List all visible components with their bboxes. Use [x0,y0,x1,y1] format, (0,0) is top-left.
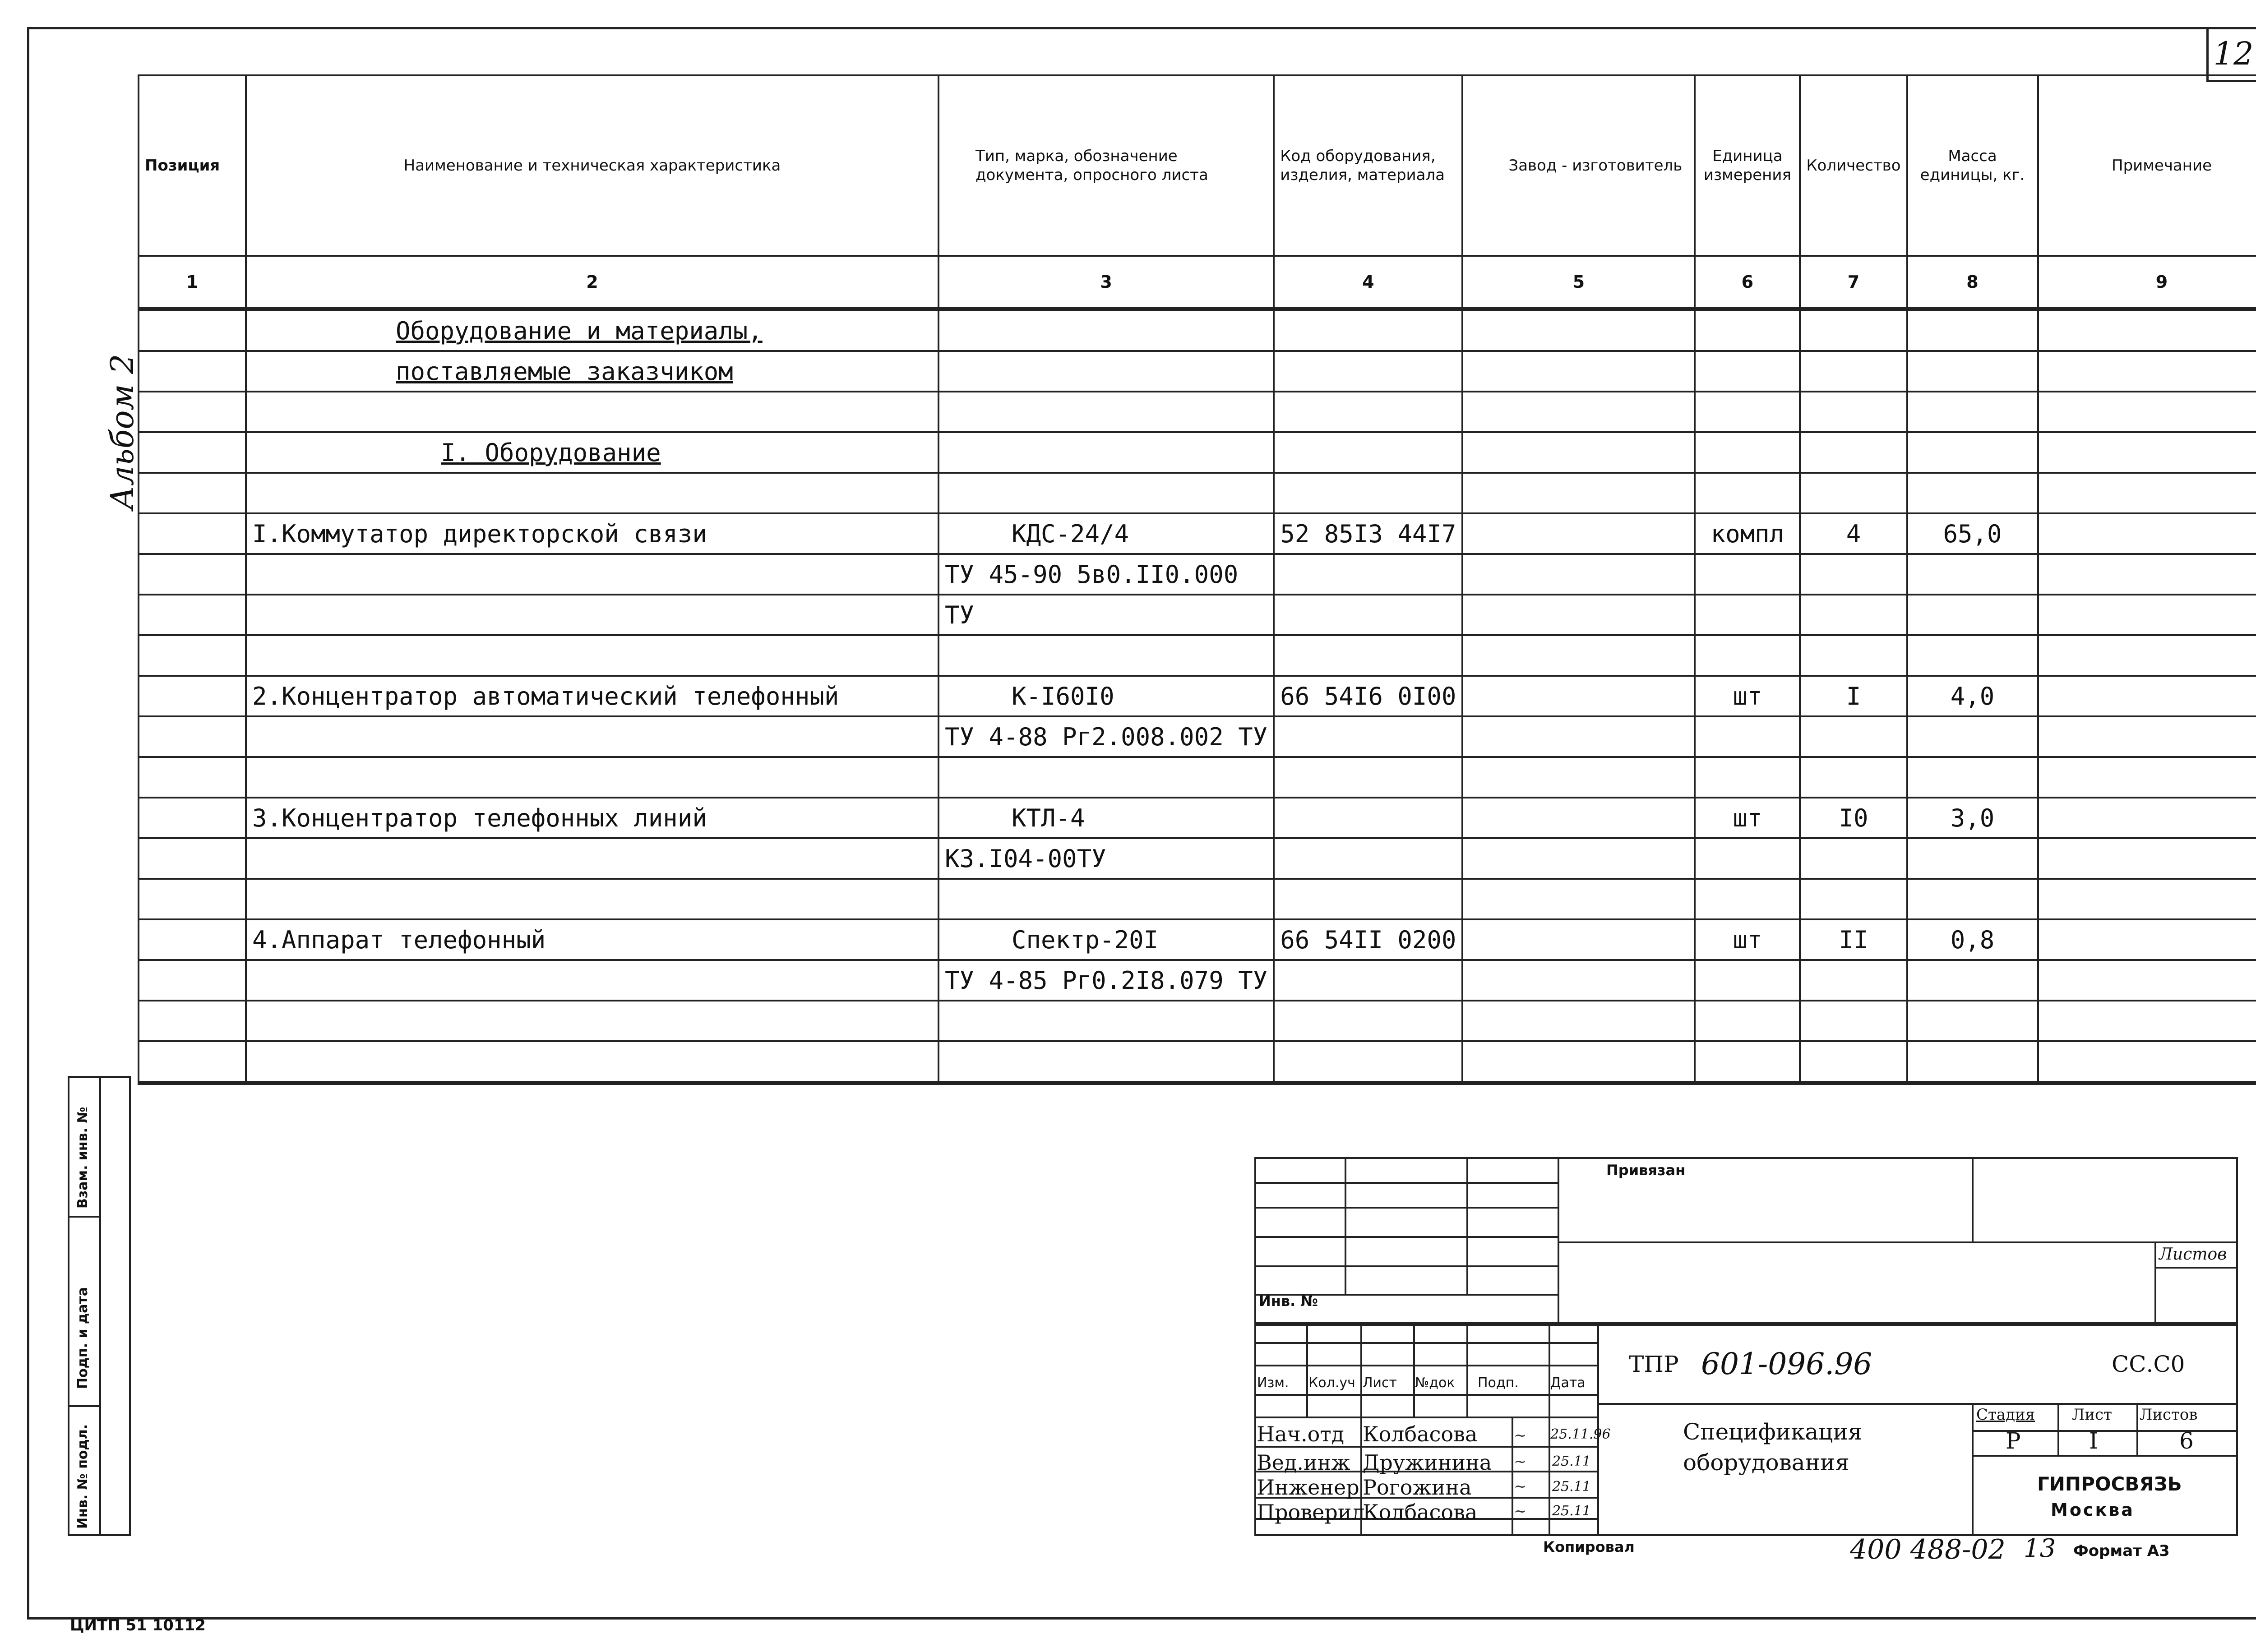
qty-cell [1800,432,1907,473]
manufacturer-cell [1462,392,1695,432]
mass-cell [1907,351,2038,392]
name-cell [246,716,938,757]
type-cell-text: ТУ 45-90 5в0.II0.000 [945,560,1239,589]
qty-cell [1800,1041,1907,1083]
name-cell [246,473,938,513]
qty-cell [1800,798,1907,838]
mass-cell [1907,513,2038,554]
position-cell [139,554,246,595]
mass-cell [1907,595,2038,635]
qty-cell [1800,635,1907,676]
table-row [139,309,2256,351]
organization: ГИПРОСВЯЗЬ [2037,1473,2182,1495]
name-cell [246,798,938,838]
unit-cell [1695,879,1800,919]
position-cell [139,392,246,432]
manufacturer-cell [1462,309,1695,351]
position-cell [139,595,246,635]
stage-label: Стадия [1976,1406,2035,1424]
manufacturer-cell [1462,879,1695,919]
name-cell-text: Оборудование и материалы, [396,316,763,345]
header-unit: Единица измерения [1695,75,1800,256]
header-note: Примечание [2038,75,2256,256]
inv-no-label: Инв. № [1259,1292,1318,1310]
type-cell-text: Спектр-20I [1012,925,1159,954]
mass-cell-text: 65,0 [1943,519,2002,548]
unit-cell [1695,432,1800,473]
signature-mark: ~ [1514,1477,1527,1495]
manufacturer-cell [1462,960,1695,1001]
name-cell [246,554,938,595]
type-cell [938,716,1274,757]
side-label-inv-podl: Инв. № подл. [75,1424,91,1529]
table-row [139,676,2256,716]
table-row [139,838,2256,879]
type-cell [938,513,1274,554]
name-cell [246,635,938,676]
table-row [139,554,2256,595]
mass-cell [1907,554,2038,595]
unit-cell [1695,309,1800,351]
qty-cell-text: 4 [1846,519,1861,548]
manufacturer-cell [1462,838,1695,879]
col-number: 5 [1462,256,1695,309]
city: Москва [2051,1500,2135,1520]
header-mass: Масса единицы, кг. [1907,75,2038,256]
unit-cell-text: шт [1733,803,1762,832]
manufacturer-cell [1462,554,1695,595]
header-manufacturer: Завод - изготовитель [1462,75,1695,256]
unit-cell [1695,554,1800,595]
code-cell-text: 66 54II 0200 [1280,925,1456,954]
header-row [139,75,2256,256]
side-stamp [68,1076,131,1536]
mass-cell [1907,798,2038,838]
manufacturer-cell [1462,757,1695,798]
note-cell [2038,798,2256,838]
note-cell [2038,635,2256,676]
qty-cell [1800,919,1907,960]
code-cell [1274,838,1462,879]
unit-cell [1695,392,1800,432]
mass-cell [1907,919,2038,960]
type-cell [938,635,1274,676]
mass-cell [1907,473,2038,513]
unit-cell [1695,676,1800,716]
side-label-podp: Подп. и дата [75,1287,91,1389]
stage-value: Р [2006,1428,2021,1454]
mass-cell [1907,1041,2038,1083]
manufacturer-cell [1462,798,1695,838]
type-cell [938,798,1274,838]
position-cell [139,432,246,473]
album-label: Альбом 2 [104,354,141,510]
mass-cell [1907,960,2038,1001]
qty-cell [1800,351,1907,392]
qty-cell [1800,1001,1907,1041]
position-cell [139,309,246,351]
print-code: ЦИТП 51 10112 [70,1616,206,1634]
mass-cell-text: 0,8 [1950,925,1995,954]
signer-role: Проверил [1257,1500,1365,1524]
table-row [139,473,2256,513]
name-cell [246,392,938,432]
mass-cell [1907,1001,2038,1041]
manufacturer-cell [1462,716,1695,757]
signer-role: Вед.инж [1257,1450,1350,1475]
listov-label-top: Листов [2159,1245,2227,1264]
table-row [139,1001,2256,1041]
col-number: 8 [1907,256,2038,309]
type-cell [938,757,1274,798]
qty-cell [1800,309,1907,351]
specification-table [138,74,2256,1085]
unit-cell [1695,919,1800,960]
note-cell [2038,1041,2256,1083]
privyazan-label: Привязан [1606,1162,1686,1179]
type-cell-text: ТУ [945,600,975,629]
manufacturer-cell [1462,919,1695,960]
table-row [139,960,2256,1001]
col-number: 2 [246,256,938,309]
qty-cell [1800,838,1907,879]
mass-cell [1907,838,2038,879]
position-cell [139,1041,246,1083]
manufacturer-cell [1462,473,1695,513]
table-row [139,919,2256,960]
position-cell [139,513,246,554]
rev-header-ndok: №док [1415,1375,1455,1391]
manufacturer-cell [1462,676,1695,716]
code-cell [1274,635,1462,676]
type-cell [938,879,1274,919]
name-cell-text: 3.Концентратор телефонных линий [252,803,707,832]
side-label-vzam: Взам. инв. № [75,1107,91,1209]
mass-cell [1907,432,2038,473]
table-row [139,595,2256,635]
manufacturer-cell [1462,432,1695,473]
qty-cell [1800,554,1907,595]
position-cell [139,676,246,716]
unit-cell [1695,513,1800,554]
col-number: 7 [1800,256,1907,309]
sheet-number: 12 [2206,28,2256,82]
position-cell [139,473,246,513]
type-cell-text: К-I60I0 [1012,682,1114,711]
code-cell [1274,960,1462,1001]
type-cell [938,919,1274,960]
type-cell [938,676,1274,716]
header-qty: Количество [1800,75,1907,256]
position-cell [139,351,246,392]
unit-cell [1695,960,1800,1001]
unit-cell [1695,798,1800,838]
type-cell [938,1041,1274,1083]
unit-cell [1695,1001,1800,1041]
type-cell-text: ТУ 4-88 Рг2.008.002 ТУ [945,722,1268,751]
mass-cell [1907,716,2038,757]
type-cell-text: К3.I04-00ТУ [945,844,1106,873]
mass-cell [1907,635,2038,676]
manufacturer-cell [1462,635,1695,676]
code-cell [1274,798,1462,838]
manufacturer-cell [1462,595,1695,635]
code-cell [1274,309,1462,351]
code-cell [1274,1001,1462,1041]
position-cell [139,716,246,757]
table-row [139,879,2256,919]
signature-mark: ~ [1514,1453,1527,1471]
code-cell [1274,473,1462,513]
document-title: Спецификация оборудования [1683,1419,1863,1476]
type-cell-text: КДС-24/4 [1012,519,1129,548]
type-cell [938,351,1274,392]
qty-cell [1800,960,1907,1001]
name-cell-text: поставляемые заказчиком [396,357,733,386]
code-cell [1274,432,1462,473]
manufacturer-cell [1462,1041,1695,1083]
note-cell [2038,838,2256,879]
col-number: 6 [1695,256,1800,309]
signer-date: 25.11.96 [1550,1426,1611,1442]
mass-cell [1907,309,2038,351]
code-cell-text: 66 54I6 0I00 [1280,682,1456,711]
position-cell [139,838,246,879]
name-cell-text: I. Оборудование [441,438,661,467]
type-cell [938,838,1274,879]
position-cell [139,635,246,676]
qty-cell-text: II [1839,925,1868,954]
note-cell [2038,1001,2256,1041]
note-cell [2038,351,2256,392]
mass-cell-text: 4,0 [1950,682,1995,711]
position-cell [139,879,246,919]
sheet-value: I [2089,1428,2098,1454]
rev-header-data: Дата [1550,1375,1586,1391]
name-cell [246,351,938,392]
qty-cell-text: I0 [1839,803,1868,832]
header-name: Наименование и техническая характеристика [246,75,938,256]
type-cell [938,1001,1274,1041]
code-cell [1274,757,1462,798]
note-cell [2038,879,2256,919]
table-row [139,798,2256,838]
format-label: Формат А3 [2073,1542,2170,1560]
manufacturer-cell [1462,513,1695,554]
type-cell [938,432,1274,473]
type-cell [938,392,1274,432]
note-cell [2038,513,2256,554]
header-type: Тип, марка, обозначение документа, опросного листа [938,75,1274,256]
name-cell [246,1041,938,1083]
rev-header-list: Лист [1363,1375,1397,1391]
table-row [139,513,2256,554]
qty-cell [1800,392,1907,432]
qty-cell [1800,513,1907,554]
code-cell [1274,676,1462,716]
name-cell [246,595,938,635]
table-row [139,716,2256,757]
code-cell-text: 52 85I3 44I7 [1280,519,1456,548]
mass-cell [1907,392,2038,432]
signer-role: Инженер [1257,1475,1359,1500]
name-cell [246,919,938,960]
sheets-value: 6 [2179,1428,2194,1454]
mass-cell [1907,757,2038,798]
code-cell [1274,351,1462,392]
type-cell-text: ТУ 4-85 Рг0.2I8.079 ТУ [945,966,1268,995]
name-cell [246,513,938,554]
signer-role: Нач.отд [1257,1422,1345,1446]
code-cell [1274,919,1462,960]
type-cell [938,595,1274,635]
header-position: Позиция [139,75,246,256]
note-cell [2038,473,2256,513]
note-cell [2038,676,2256,716]
note-cell [2038,757,2256,798]
qty-cell-text: I [1846,682,1861,711]
table-row [139,1041,2256,1083]
position-cell [139,1001,246,1041]
type-cell [938,554,1274,595]
position-cell [139,919,246,960]
doc-code: ТПР [1629,1351,1679,1377]
code-cell [1274,1041,1462,1083]
name-cell [246,960,938,1001]
note-cell [2038,309,2256,351]
code-cell [1274,554,1462,595]
column-numbers-row [139,256,2256,309]
signer-date: 25.11 [1552,1454,1591,1469]
code-cell [1274,879,1462,919]
name-cell-text: I.Коммутатор директорской связи [252,519,707,548]
header-code: Код оборудования, изделия, материала [1274,75,1462,256]
table-row [139,635,2256,676]
signer-name: Дружинина [1363,1450,1492,1475]
code-cell [1274,392,1462,432]
unit-cell [1695,635,1800,676]
mass-cell [1907,676,2038,716]
signer-name: Колбасова [1363,1500,1478,1524]
position-cell [139,960,246,1001]
qty-cell [1800,595,1907,635]
archive-number: 400 488-02 [1850,1534,2006,1565]
unit-cell-text: шт [1733,682,1762,711]
qty-cell [1800,676,1907,716]
col-number: 4 [1274,256,1462,309]
manufacturer-cell [1462,1001,1695,1041]
table-row [139,351,2256,392]
code-cell [1274,513,1462,554]
unit-cell [1695,473,1800,513]
sheets-label: Листов [2140,1406,2198,1424]
name-cell [246,309,938,351]
signer-name: Рогожина [1363,1475,1472,1500]
copied-by-label: Копировал [1543,1538,1635,1555]
unit-cell-text: компл [1710,519,1784,548]
col-number: 9 [2038,256,2256,309]
name-cell [246,1001,938,1041]
rev-header-podp: Подп. [1478,1375,1519,1391]
note-cell [2038,919,2256,960]
mass-cell-text: 3,0 [1950,803,1995,832]
name-cell [246,879,938,919]
qty-cell [1800,716,1907,757]
unit-cell-text: шт [1733,925,1762,954]
name-cell [246,838,938,879]
sheet-label: Лист [2072,1406,2112,1424]
qty-cell [1800,879,1907,919]
signature-mark: ~ [1514,1426,1527,1444]
rev-header-izm: Изм. [1257,1375,1289,1391]
type-cell [938,960,1274,1001]
position-cell [139,757,246,798]
col-number: 1 [139,256,246,309]
note-cell [2038,960,2256,1001]
col-number: 3 [938,256,1274,309]
qty-cell [1800,473,1907,513]
code-cell [1274,595,1462,635]
unit-cell [1695,595,1800,635]
unit-cell [1695,838,1800,879]
name-cell-text: 2.Концентратор автоматический телефонный [252,682,839,711]
note-cell [2038,432,2256,473]
unit-cell [1695,351,1800,392]
name-cell-text: 4.Аппарат телефонный [252,925,546,954]
type-cell-text: КТЛ-4 [1012,803,1085,832]
table-row [139,392,2256,432]
position-cell [139,798,246,838]
note-cell [2038,392,2256,432]
qty-cell [1800,757,1907,798]
note-cell [2038,554,2256,595]
signature-mark: ~ [1514,1502,1527,1520]
unit-cell [1695,716,1800,757]
signer-name: Колбасова [1363,1422,1478,1446]
signer-date: 25.11 [1552,1503,1591,1519]
code-cell [1274,716,1462,757]
sheet-code: СС.С0 [2112,1351,2185,1377]
unit-cell [1695,757,1800,798]
table-row [139,432,2256,473]
name-cell [246,757,938,798]
archive-page: 13 [2024,1534,2056,1563]
manufacturer-cell [1462,351,1695,392]
doc-number: 601-096.96 [1701,1347,1872,1381]
name-cell [246,676,938,716]
table-row [139,757,2256,798]
rev-header-koluch: Кол.уч [1308,1375,1355,1391]
signer-date: 25.11 [1552,1479,1591,1495]
type-cell [938,473,1274,513]
note-cell [2038,716,2256,757]
note-cell [2038,595,2256,635]
name-cell [246,432,938,473]
type-cell [938,309,1274,351]
mass-cell [1907,879,2038,919]
unit-cell [1695,1041,1800,1083]
